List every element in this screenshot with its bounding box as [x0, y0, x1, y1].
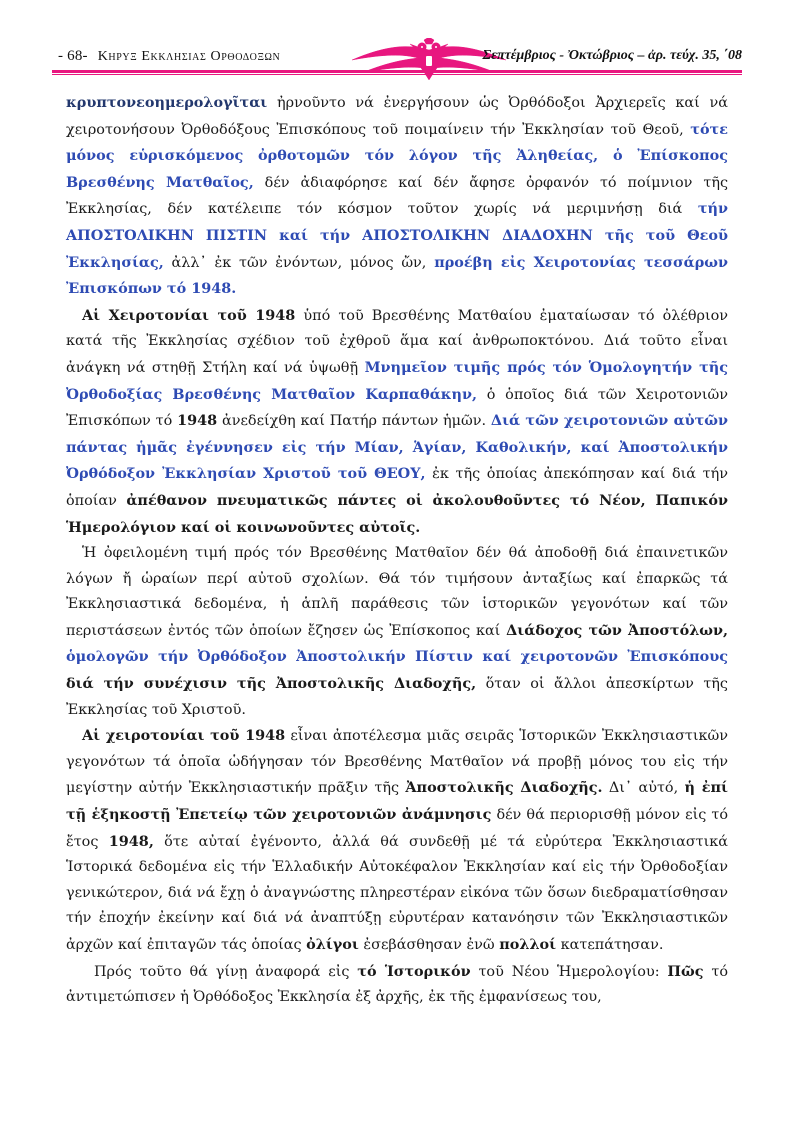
paragraph-4	[66, 723, 728, 958]
emphasis: ἀπέθανον πνευματικῶς πάντες οἱ ἀκολουθοῦντες τό Νέον, Παπικόν Ἡμερολόγιον καί οἱ κοινωνοῦντες αὐτοῖς.	[66, 491, 728, 536]
text-run: Δι᾽ αὐτό,	[602, 780, 685, 797]
emphasis: τότε μόνος εὑρισκόμενος ὀρθοτομῶν τόν λόγον τῆς Ἀληθείας, ὁ Ἐπίσκοπος Βρεσθένης Ματθαῖος,	[66, 120, 728, 191]
article-body	[66, 90, 728, 1011]
emphasis: διά τήν συνέχισιν τῆς Ἀποστολικῆς Διαδοχῆς,	[66, 675, 477, 693]
text-run: ὅταν οἱ ἄλλοι ἀπεσκίρτων τῆς Ἐκκλησίας τοῦ Χριστοῦ.	[66, 676, 728, 718]
text-run: ὑπό τοῦ Βρεσθένης Ματθαίου ἐματαίωσαν τό ὀλέθριον κατά τῆς Ἐκκλησίας σχέδιον τοῦ ἐχθροῦ ἅμα καί ἀνθρωποκτόνου. Διά τοῦτο εἶναι ἀνάγκη νά στηθῇ Στήλη καί νά ὑψωθῇ	[66, 307, 728, 376]
emphasis: Διά τῶν χειροτονιῶν αὐτῶν πάντας ἡμᾶς ἐγέννησεν εἰς τήν Μίαν, Ἁγίαν, Καθολικήν, καί Ἀποστολικήν Ὀρθόδοξον Ἐκκλησίαν Χριστοῦ τοῦ ΘΕΟΥ,	[66, 412, 728, 483]
emphasis: 1948	[177, 412, 218, 430]
running-header	[52, 38, 742, 80]
text-run: ἀνεδείχθη καί Πατήρ πάντων ἡμῶν.	[217, 413, 491, 430]
magazine-title: Κηρυξ Εκκλησιας Ορθοδοξων	[97, 49, 281, 64]
emphasis: ὀλίγοι	[306, 936, 359, 953]
text-run: ὁ ὁποῖος διά τῶν Χειροτονιῶν Ἐπισκόπων τό	[66, 386, 728, 430]
emphasis: τήν ΑΠΟΣΤΟΛΙΚΗΝ ΠΙΣΤΙΝ καί τήν ΑΠΟΣΤΟΛΙΚΗΝ ΔΙΑΔΟΧΗΝ τῆς τοῦ Θεοῦ Ἐκκλησίας,	[66, 200, 728, 271]
issue-info: Σεπτέμβριος - Ὀκτώβριος – ἀρ. τεύχ. 35, ΄08	[482, 48, 742, 63]
emphasis: Αἱ Χειροτονίαι τοῦ 1948	[82, 306, 296, 324]
text-run: δέν ἀδιαφόρησε καί δέν ἄφησε ὀρφανόν τό ποίμνιον τῆς Ἐκκλησίας, δέν κατέλειπε τόν κόσμον τοῦτον χωρίς νά μεριμνήσῃ διά	[66, 174, 729, 218]
text-run: ἀλλ᾽ ἐκ τῶν ἐνόντων, μόνος ὤν,	[163, 254, 435, 271]
text-run: Πρός τοῦτο θά γίνῃ ἀναφορά εἰς	[94, 963, 358, 980]
text-run: δέν θά περιορισθῇ μόνον εἰς τό ἔτος	[66, 807, 729, 850]
text-run: εἶναι ἀποτέλεσμα μιᾶς σειρᾶς Ἱστορικῶν Ἐκκλησιαστικῶν γεγονότων τά ὁποῖα ὡδήγησαν τόν Βρεσθένης Ματθαῖον νά προβῇ μόνος του εἰς τήν μεγίστην αὐτήν Ἐκκλησιαστικήν πρᾶξιν τῆς	[66, 728, 728, 797]
emphasis: Αἱ χειροτονίαι τοῦ 1948	[82, 727, 286, 745]
emphasis: κρυπτονεοημερολογῖται	[66, 94, 268, 111]
page-number: - 68-	[58, 48, 88, 64]
emphasis: τό Ἱστορικόν	[357, 962, 471, 980]
text-run: ὅτε αὐταί ἐγένοντο, ἀλλά θά συνδεθῇ μέ τά εὐρύτερα Ἐκκλησιαστικά Ἱστορικά δεδομένα εἰς τήν Ἑλλαδικήν Αὐτοκέφαλον Ἐκκλησίαν καί εἰς τήν Ὀρθοδοξίαν γενικώτερον, διά νά ἔχῃ ὁ ἀναγνώστης πληρεστέραν εἰκόνα τῶν ὅσων διεδραματίσθησαν τήν ἐποχήν ἐκείνην καί διά νά ἀναπτύξῃ εὐρυτέραν κατανόησιν τῶν Ἐκκλησιαστικῶν ἀρχῶν καί ἐπιταγῶν τάς ὁποίας	[66, 833, 728, 953]
header-left	[58, 48, 280, 65]
emphasis: πολλοί	[499, 936, 557, 953]
header-rule-thin	[52, 74, 742, 75]
text-run: κατεπάτησαν.	[556, 937, 664, 953]
header-rule	[52, 70, 742, 73]
text-run: τοῦ Νέου Ἡμερολογίου:	[470, 963, 668, 980]
paragraph-3	[66, 541, 728, 723]
emphasis: Πῶς	[667, 962, 704, 980]
emphasis: προέβη εἰς Χειροτονίας τεσσάρων Ἐπισκόπων τό 1948.	[66, 253, 728, 298]
text-run: ἠρνοῦντο νά ἐνεργήσουν ὡς Ὀρθόδοξοι Ἀρχιερεῖς καί νά χειροτονήσουν Ὀρθοδόξους Ἐπισκόπους τοῦ ποιμαίνειν τήν Ἐκκλησίαν τοῦ Θεοῦ,	[66, 95, 728, 138]
paragraph-1	[66, 90, 728, 303]
emphasis: ἡ ἐπί τῇ ἑξηκοστῇ Ἐπετείῳ τῶν χειροτονιῶν ἀνάμνησις	[66, 779, 729, 824]
emphasis: Μνημεῖον τιμῆς πρός τόν Ὁμολογητήν τῆς Ὀρθοδοξίας Βρεσθένης Ματθαῖον Καρπαθάκην,	[66, 358, 728, 403]
emphasis: 1948,	[108, 832, 154, 850]
emphasis: ὁμολογῶν τήν Ὀρθόδοξον Ἀποστολικήν Πίστιν καί χειροτονῶν Ἐπισκόπους	[66, 648, 728, 666]
emphasis: Ἀποστολικῆς Διαδοχῆς.	[405, 779, 603, 797]
emphasis: Διάδοχος τῶν Ἀποστόλων,	[506, 621, 729, 639]
paragraph-5	[66, 959, 728, 1011]
text-run: ἐσεβάσθησαν ἐνῶ	[358, 937, 500, 953]
text-run: ἐκ τῆς ὁποίας ἀπεκόπησαν καί διά τήν ὁποίαν	[66, 466, 728, 509]
text-run: τό ἀντιμετώπισεν ἡ Ὀρθόδοξος Ἐκκλησία ἐξ ἀρχῆς, ἐκ τῆς ἐμφανίσεως του,	[66, 963, 728, 1006]
text-run: Ἡ ὀφειλομένη τιμή πρός τόν Βρεσθένης Ματθαῖον δέν θά ἀποδοθῇ διά ἐπαινετικῶν λόγων ἤ ὡραίων περί αὐτοῦ σχολίων. Θά τόν τιμήσουν ἀνταξίως καί ἐπαρκῶς τά Ἐκκλησιαστικά δεδομένα, ἡ ἁπλῆ παράθεσις τῶν ἱστορικῶν γεγονότων καί τῶν περιστάσεων ἐντός τῶν ὁποίων ἔζησεν ὡς Ἐπίσκοπος καί	[66, 545, 728, 639]
paragraph-2	[66, 303, 728, 541]
